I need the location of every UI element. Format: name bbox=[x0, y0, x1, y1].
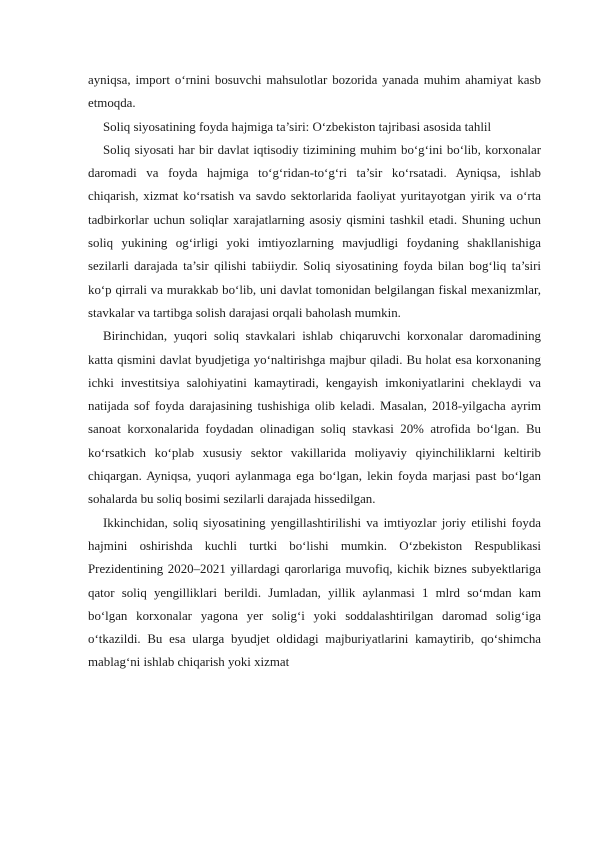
paragraph-continuation: ayniqsa, import o‘rnini bosuvchi mahsulotlar bozorida yanada muhim ahamiyat kasb etmoqda. bbox=[88, 73, 541, 111]
paragraph-second-point: Ikkinchidan, soliq siyosatining yengillashtirilishi va imtiyozlar joriy etilishi foyda hajmini oshirishda kuchli turtki bo‘lishi mumkin. O‘zbekiston Respublikasi Prezidentining 2020–2021 yillardagi qarorlariga muvofiq, kichik biznes subyektlariga qator soliq yengilliklari berildi. Jumladan, yillik aylanmasi 1 mlrd so‘mdan kam bo‘lgan korxonalar yagona yer solig‘i yoki soddalashtirilgan daromad solig‘iga o‘tkazildi. Bu esa ularga byudjet oldidagi majburiyatlarini kamaytirib, qo‘shimcha mablag‘ni ishlab chiqarish yoki xizmat bbox=[88, 515, 541, 670]
document-body bbox=[88, 69, 541, 675]
section-heading: Soliq siyosatining foyda hajmiga ta’siri: O‘zbekiston tajribasi asosida tahlil bbox=[103, 119, 492, 134]
paragraph-first-point: Birinchidan, yuqori soliq stavkalari ishlab chiqaruvchi korxonalar daromadining katta qismini davlat byudjetiga yo‘naltirishga majbur qiladi. Bu holat esa korxonaning ichki investitsiya salohiyatini kamaytiradi, kengayish imkoniyatlarini cheklaydi va natijada sof foyda darajasining tushishiga olib keladi. Masalan, 2018-yilgacha ayrim sanoat korxonalarida foydadan olinadigan soliq stavkasi 20% atrofida bo‘lgan. Bu ko‘rsatkich ko‘plab xususiy sektor vakillarida moliyaviy qiyinchiliklarni keltirib chiqargan. Ayniqsa, yuqori aylanmaga ega bo‘lgan, lekin foyda marjasi past bo‘lgan sohalarda bu soliq bosimi sezilarli darajada hissedilgan. bbox=[88, 329, 541, 507]
paragraph-intro: Soliq siyosati har bir davlat iqtisodiy tizimining muhim bo‘g‘ini bo‘lib, korxonalar daromadi va foyda hajmiga to‘g‘ridan-to‘g‘ri ta’sir ko‘rsatadi. Ayniqsa, ishlab chiqarish, xizmat ko‘rsatish va savdo sektorlarida faoliyat yuritayotgan yirik va o‘rta tadbirkorlar uchun soliqlar xarajatlarning asosiy qismini tashkil etadi. Shuning uchun soliq yukining og‘irligi yoki imtiyozlarning mavjudligi foydaning shakllanishiga sezilarli darajada ta’sir qilishi tabiiydir. Soliq siyosatining foyda bilan bog‘liq ta’siri ko‘p qirrali va murakkab bo‘lib, uni davlat tomonidan belgilangan fiskal mexanizmlar, stavkalar va tartibga solish darajasi orqali baholash mumkin. bbox=[88, 142, 541, 320]
